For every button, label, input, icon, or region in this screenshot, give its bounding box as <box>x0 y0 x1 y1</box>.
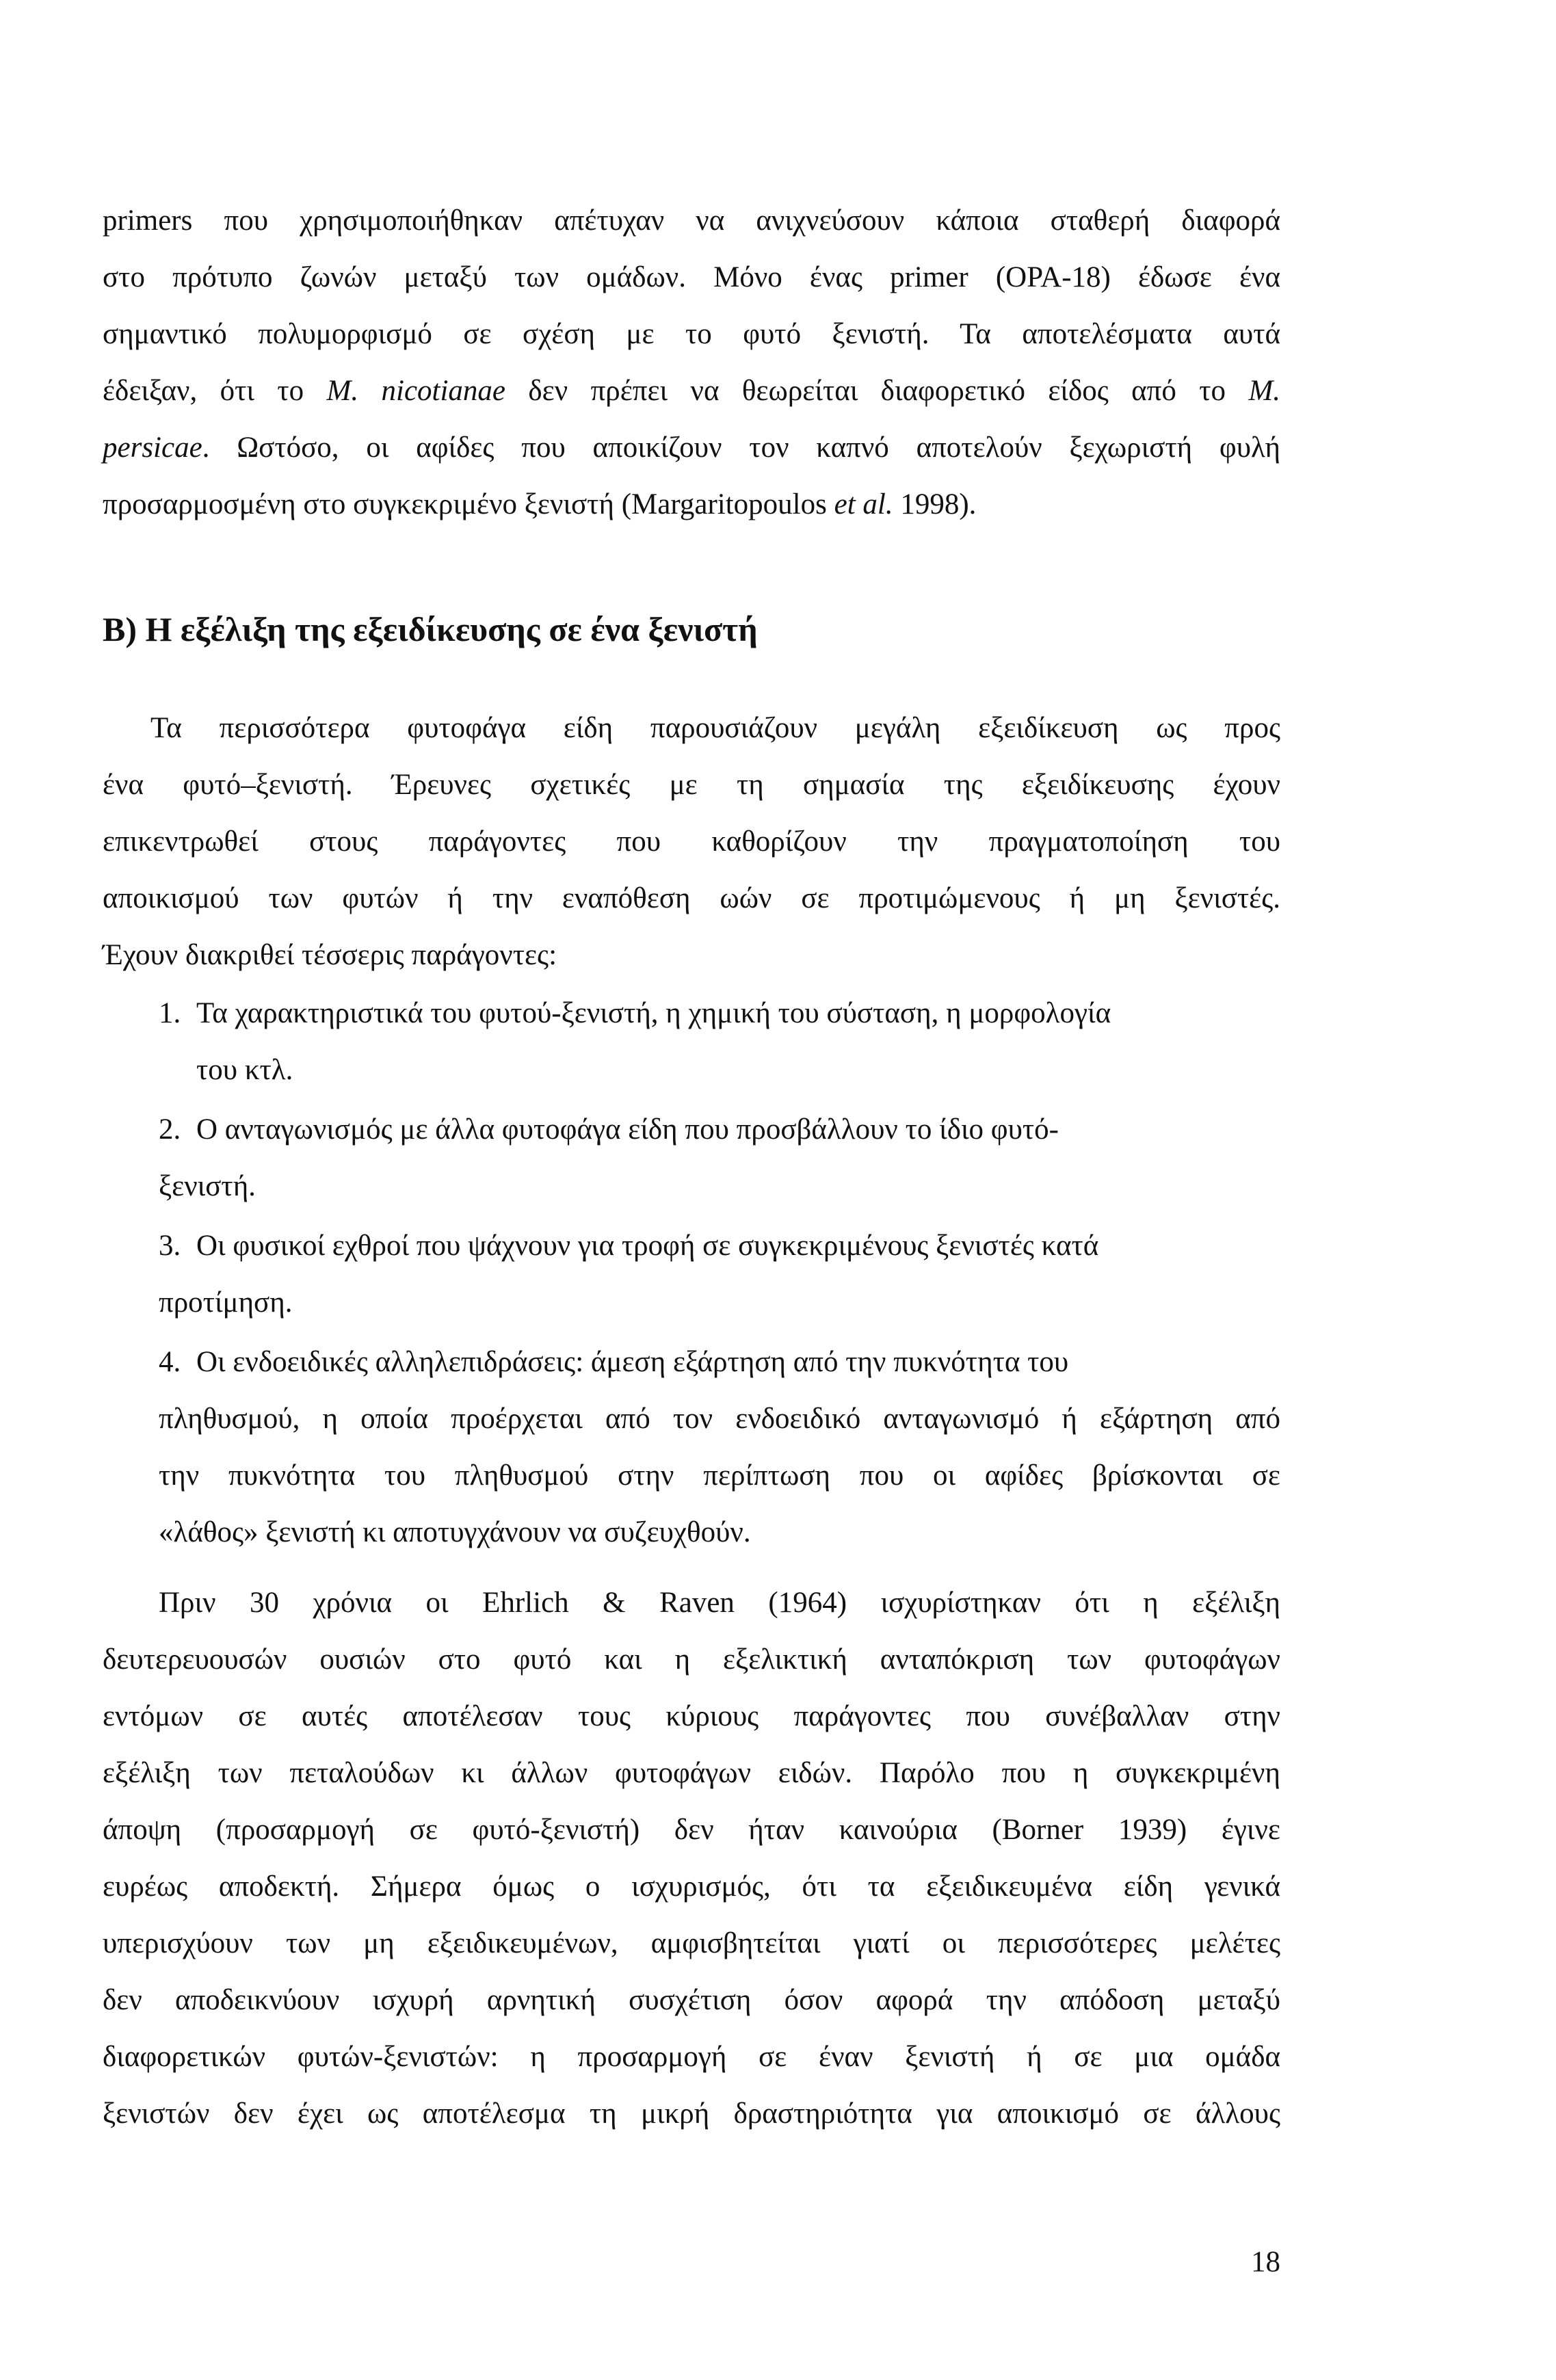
section-heading: B) Η εξέλιξη της εξειδίκευσης σε ένα ξενιστή <box>103 610 758 648</box>
page-number: 18 <box>1251 2246 1280 2278</box>
paragraph-3-line-10: ξενιστών δεν έχει ως αποτέλεσμα τη μικρή δραστηριότητα για αποικισμό σε άλλους <box>103 2098 1280 2130</box>
paragraph-3-line-1: Πριν 30 χρόνια οι Ehrlich & Raven (1964) ισχυρίστηκαν ότι η εξέλιξη <box>159 1587 1280 1619</box>
paragraph-3-line-5: άποψη (προσαρμογή σε φυτό-ξενιστή) δεν ήταν καινούρια (Borner 1939) έγινε <box>103 1814 1280 1846</box>
list-item-1: 1. Τα χαρακτηριστικά του φυτού-ξενιστή, η χημική του σύσταση, η μορφολογία <box>159 997 1111 1029</box>
paragraph-3-line-2: δευτερευουσών ουσιών στο φυτό και η εξελικτική ανταπόκριση των φυτοφάγων <box>103 1643 1280 1676</box>
list-item-4-line-3: την πυκνότητα του πληθυσμού στην περίπτωση που οι αφίδες βρίσκονται σε <box>159 1459 1280 1492</box>
paragraph-1-line-5: persicae. Ωστόσο, οι αφίδες που αποικίζουν τον καπνό αποτελούν ξεχωριστή φυλή <box>103 432 1280 464</box>
paragraph-3-line-7: υπερισχύουν των μη εξειδικευμένων, αμφισβητείται γιατί οι περισσότερες μελέτες <box>103 1927 1280 1959</box>
list-item-4-line-4: «λάθος» ξενιστή κι αποτυγχάνουν να συζευχθούν. <box>159 1516 751 1548</box>
paragraph-2-line-4: αποικισμού των φυτών ή την εναπόθεση ωών σε προτιμώμενους ή μη ξενιστές. <box>103 882 1280 914</box>
paragraph-3-line-3: εντόμων σε αυτές αποτέλεσαν τους κύριους παράγοντες που συνέβαλλαν στην <box>103 1700 1280 1732</box>
list-item-1-cont: του κτλ. <box>196 1054 293 1086</box>
paragraph-1-line-4: έδειξαν, ότι το M. nicotianae δεν πρέπει να θεωρείται διαφορετικό είδος από το M. <box>103 375 1281 407</box>
paragraph-3-line-9: διαφορετικών φυτών-ξενιστών: η προσαρμογή σε έναν ξενιστή ή σε μια ομάδα <box>103 2041 1280 2073</box>
paragraph-3-line-4: εξέλιξη των πεταλούδων κι άλλων φυτοφάγων ειδών. Παρόλο που η συγκεκριμένη <box>103 1757 1280 1789</box>
paragraph-2-line-2: ένα φυτό–ξενιστή. Έρευνες σχετικές με τη σημασία της εξειδίκευσης έχουν <box>103 769 1280 801</box>
paragraph-2-line-1: Τα περισσότερα φυτοφάγα είδη παρουσιάζουν μεγάλη εξειδίκευση ως προς <box>150 712 1280 744</box>
list-item-2: 2. Ο ανταγωνισμός με άλλα φυτοφάγα είδη που προσβάλλουν το ίδιο φυτό- <box>159 1113 1059 1146</box>
paragraph-1-line-2: στο πρότυπο ζωνών μεταξύ των ομάδων. Μόνο ένας primer (OPA-18) έδωσε ένα <box>103 261 1280 293</box>
paragraph-2-line-3: επικεντρωθεί στους παράγοντες που καθορίζουν την πραγματοποίηση του <box>103 825 1280 858</box>
list-item-4: 4. Οι ενδοειδικές αλληλεπιδράσεις: άμεση εξάρτηση από την πυκνότητα του <box>159 1346 1069 1378</box>
paragraph-1-line-6: προσαρμοσμένη στο συγκεκριμένο ξενιστή (Margaritopoulos et al. 1998). <box>103 488 977 520</box>
list-item-3-cont: προτίμηση. <box>159 1286 293 1319</box>
paragraph-1-line-3: σημαντικό πολυμορφισμό σε σχέση με το φυτό ξενιστή. Τα αποτελέσματα αυτά <box>103 318 1280 350</box>
list-item-4-line-2: πληθυσμού, η οποία προέρχεται από τον ενδοειδικό ανταγωνισμό ή εξάρτηση από <box>159 1403 1280 1435</box>
paragraph-3-line-6: ευρέως αποδεκτή. Σήμερα όμως ο ισχυρισμός, ότι τα εξειδικευμένα είδη γενικά <box>103 1870 1280 1903</box>
paragraph-1-line-1: primers που χρησιμοποιήθηκαν απέτυχαν να ανιχνεύσουν κάποια σταθερή διαφορά <box>103 204 1280 237</box>
paragraph-3-line-8: δεν αποδεικνύουν ισχυρή αρνητική συσχέτιση όσον αφορά την απόδοση μεταξύ <box>103 1984 1280 2016</box>
list-item-3: 3. Οι φυσικοί εχθροί που ψάχνουν για τροφή σε συγκεκριμένους ξενιστές κατά <box>159 1230 1099 1262</box>
paragraph-2-line-5: Έχουν διακριθεί τέσσερις παράγοντες: <box>103 939 557 971</box>
list-item-2-cont: ξενιστή. <box>159 1170 256 1202</box>
